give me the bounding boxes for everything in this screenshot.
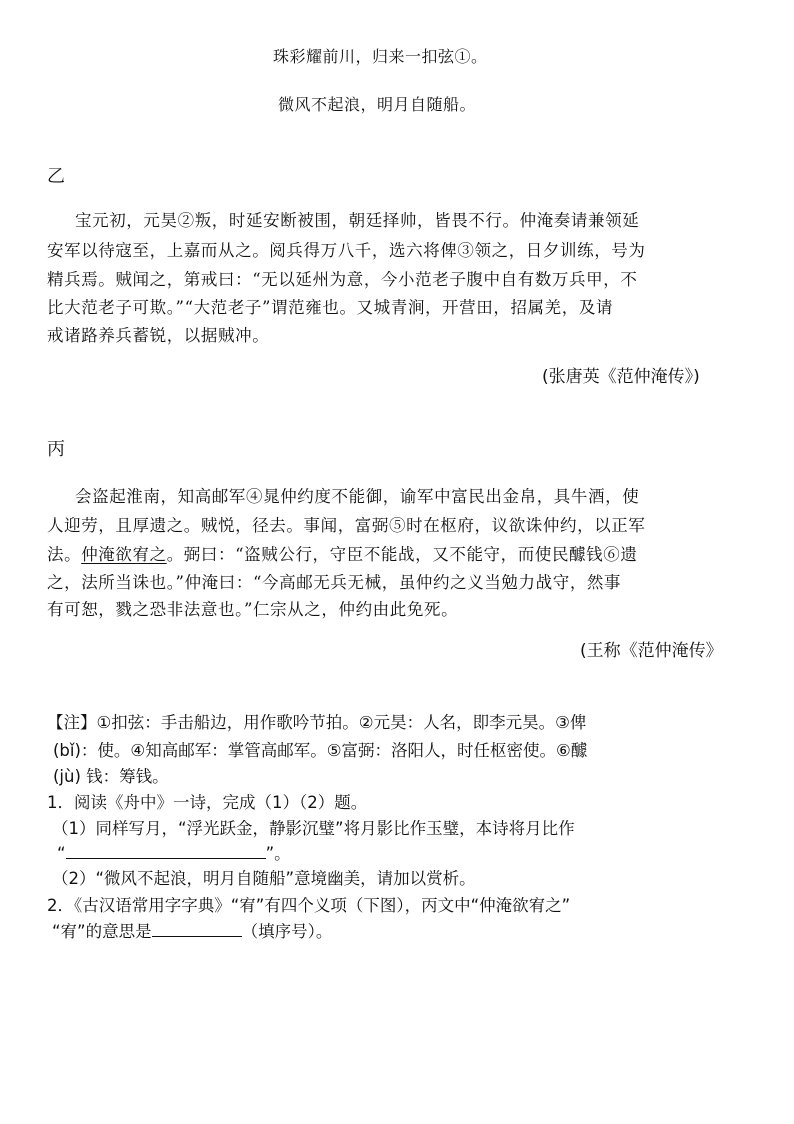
- question-1-2: （2）“微风不起浪，明月自随船”意境幽美，请加以赏析。: [52, 869, 476, 888]
- underlined-phrase: 仲淹欲宥之: [81, 545, 167, 564]
- notes-line-2: (bǐ)：使。④知高邮军：掌管高邮军。⑤富弼：洛阳人，时任枢密使。⑥醵: [53, 741, 588, 760]
- section-bing-heading: 丙: [47, 439, 65, 460]
- section-bing-line-5: 有可恕，戮之恐非法意也。”仁宗从之，仲约由此免死。: [47, 600, 459, 619]
- open-quote: “: [57, 844, 66, 863]
- poem-line-1: 珠彩耀前川，归来一扣弦①。: [273, 47, 488, 66]
- question-1-1: （1）同样写月，“浮光跃金，静影沉璧”将月影比作玉璧，本诗将月比作: [52, 819, 575, 838]
- question-1-1-answer-line: [57, 840, 291, 864]
- answer-blank-2[interactable]: [152, 920, 242, 937]
- poem-line-2: 微风不起浪，明月自随船。: [278, 95, 477, 114]
- section-yi-line-2: 安军以待寇至，上嘉而从之。阅兵得万八千，选六将俾③领之，日夕训练，号为: [47, 241, 646, 260]
- section-bing-line-3-start: 法。: [47, 545, 82, 564]
- question-2-prompt: “宥”的意思是: [52, 922, 152, 941]
- section-bing-line-3: [47, 541, 637, 565]
- section-yi-line-4: 比大范老子可欺。”“大范老子”谓范雍也。又城青涧，开营田，招属羌，及请: [47, 298, 614, 317]
- question-2-suffix: （填序号）。: [241, 922, 333, 941]
- section-yi-source: (张唐英《范仲淹传》): [542, 367, 700, 387]
- section-bing-source: (王称《范仲淹传》: [580, 641, 723, 661]
- answer-blank-1[interactable]: [66, 842, 266, 859]
- section-yi-line-3: 精兵焉。贼闻之，第戒曰：“无以延州为意，今小范老子腹中自有数万兵甲，不: [47, 270, 638, 289]
- question-2-line-1: 2．《古汉语常用字字典》“宥”有四个义项（下图），丙文中“仲淹欲宥之”: [47, 896, 571, 915]
- question-1: 1．阅读《舟中》一诗，完成（1）（2）题。: [47, 793, 368, 812]
- section-bing-line-1: 会盗起淮南，知高邮军④晁仲约度不能御，谕军中富民出金帛，具牛酒，使: [75, 487, 640, 506]
- notes-line-1: 【注】①扣弦：手击船边，用作歌吟节拍。②元昊：人名，即李元昊。③俾: [47, 713, 587, 732]
- section-yi-line-5: 戒诸路养兵蓄锐，以据贼冲。: [47, 326, 270, 345]
- section-bing-line-4: 之，法所当诛也。”仲淹曰：“今高邮无兵无械，虽仲约之义当勉力战守，然事: [47, 573, 622, 592]
- notes-line-3: (jù) 钱：筹钱。: [53, 767, 169, 786]
- section-yi-line-1: 宝元初，元昊②叛，时延安断被围，朝廷择帅，皆畏不行。仲淹奏请兼领延: [75, 211, 640, 230]
- section-bing-line-2: 人迎劳，且厚遗之。贼悦，径去。事闻，富弼⑤时在枢府，议欲诛仲约，以正军: [47, 516, 646, 535]
- section-bing-line-3-rest: 。弼曰：“盗贼公行，守臣不能战，又不能守，而使民醵钱⑥遗: [166, 545, 638, 564]
- close-quote: ”。: [265, 844, 291, 863]
- question-2-line-2: [52, 918, 332, 942]
- section-yi-heading: 乙: [47, 166, 65, 187]
